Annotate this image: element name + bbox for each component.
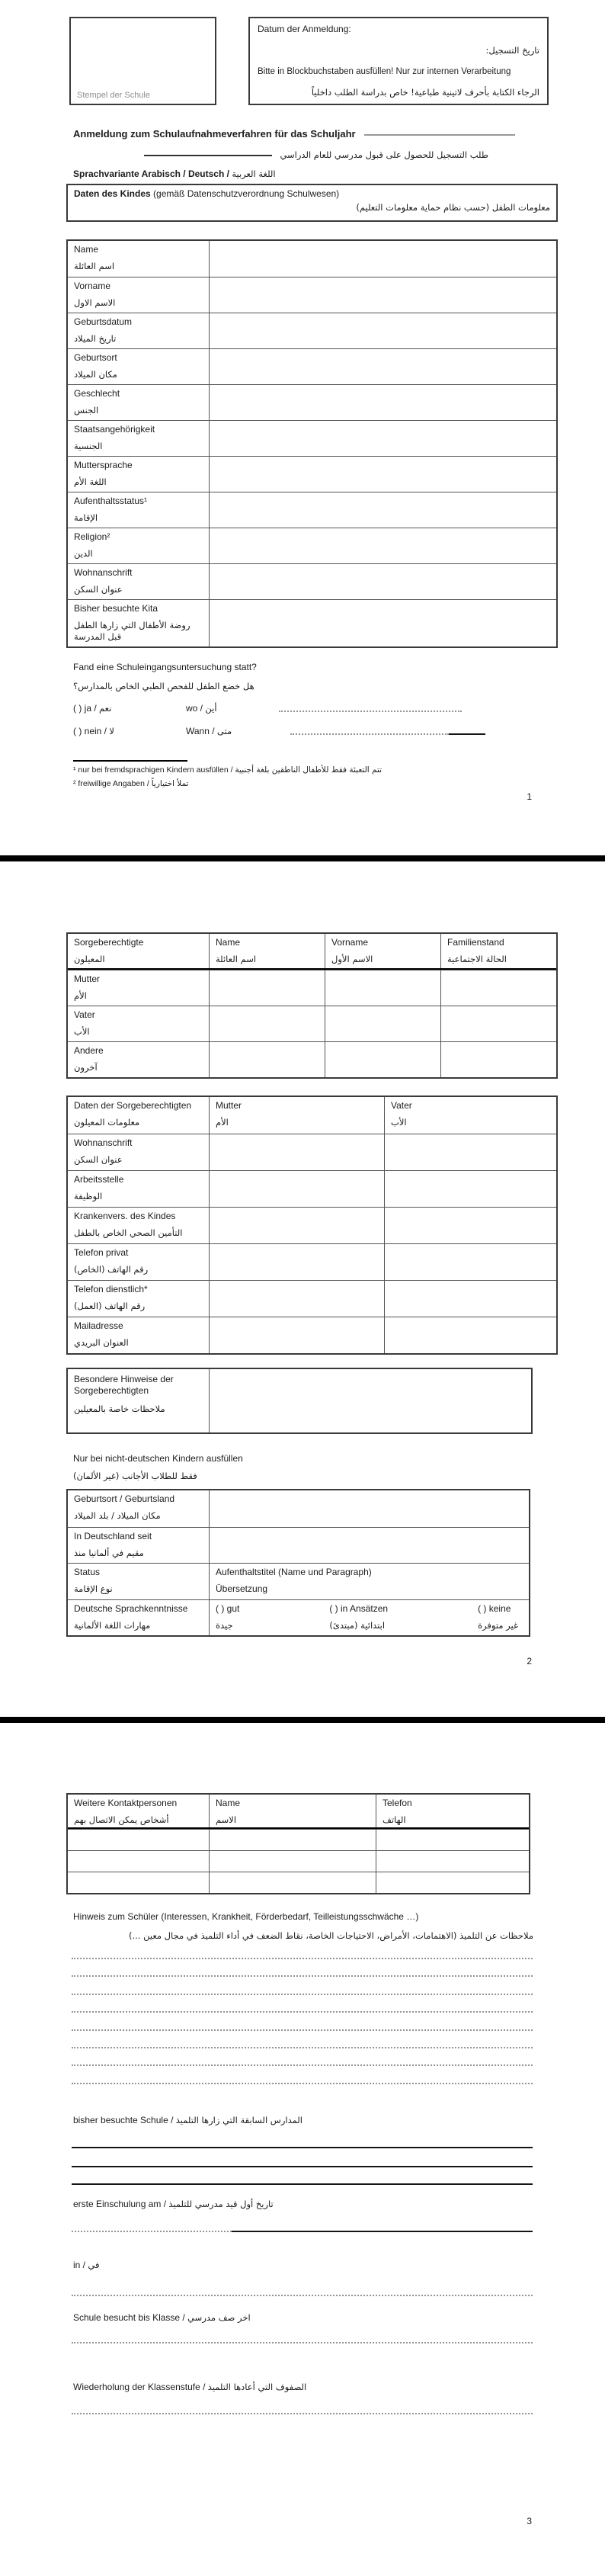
write-line-solid: [72, 2147, 533, 2148]
field-value-cell: [210, 600, 556, 646]
field-label-de: Aufenthaltsstatus¹: [74, 496, 148, 506]
form-title-text-ar: طلب التسجيل للحصول على قبول مدرسي للعام الدراسي: [280, 149, 488, 160]
foreign-data-table: [66, 1489, 530, 1637]
repeat-class-label: Wiederholung der Klassenstufe / الصفوف التي أعادها التلميذ: [73, 2382, 307, 2392]
footnote-1: ¹ nur bei fremdsprachigen Kindern ausfüllen / تتم التعبئة فقط للأطفال الناطقين بلغة أجنبية: [73, 765, 383, 775]
field-label-de: Geburtsdatum: [74, 316, 133, 327]
field-label-ar: مقيم في ألمانيا منذ: [74, 1548, 144, 1558]
page-number: 3: [527, 2516, 532, 2526]
field-label-de: Geschlecht: [74, 388, 120, 399]
stamp-label: Stempel der Schule: [77, 91, 150, 100]
field-label-de: Religion²: [74, 531, 110, 542]
field-value-cell: [210, 1528, 529, 1563]
field-label-ar: روضة الأطفال التي زارها الطفل قبل المدرسة: [74, 620, 190, 642]
col-header-ar: أشخاص يمكن الاتصال بهم: [74, 1814, 169, 1825]
field-label-de: Mailadresse: [74, 1320, 123, 1331]
wann-label: Wann / متى: [186, 726, 232, 736]
field-label-de: Bisher besuchte Kita: [74, 603, 158, 614]
non-german-note-de: Nur bei nicht-deutschen Kindern ausfüllen: [73, 1453, 243, 1464]
checkbox-nein: ( ) nein / لا: [73, 726, 114, 736]
language-variant-ar: اللغة العربية: [232, 168, 276, 179]
table-header-row: [68, 1795, 529, 1829]
field-label-ar: اللغة الأم: [74, 476, 107, 487]
field-value-cell: [210, 1851, 376, 1872]
table-row: [68, 1006, 556, 1041]
table-row: [68, 1041, 556, 1077]
field-value-cell: [210, 385, 556, 420]
field-value-cell: [210, 457, 556, 492]
table-row: [68, 1599, 529, 1635]
field-value-cell: [441, 1042, 556, 1077]
page-number: 2: [527, 1656, 532, 1667]
table-row: [68, 492, 556, 528]
write-line: [72, 2295, 533, 2296]
first-enrollment-label: erste Einschulung am / تاريخ أول قيد مدرسي للتلميذ: [73, 2199, 274, 2209]
field-value-cell: [385, 1244, 556, 1280]
write-line: [72, 1994, 533, 1995]
field-value-cell: [210, 528, 556, 563]
field-value-cell: [325, 1042, 441, 1077]
non-german-note-ar: فقط للطلاب الأجانب (غير الألمان): [73, 1471, 197, 1481]
write-line-solid: [72, 2183, 533, 2185]
table-row: [68, 241, 556, 277]
write-line: [72, 2047, 533, 2048]
field-value-cell: [385, 1171, 556, 1207]
field-value-cell: [210, 277, 556, 313]
footnote-2: ² freiwillige Angaben / تملأ اختيارياً: [73, 779, 189, 788]
field-label-ar: الجنسية: [74, 441, 103, 451]
form-title-arabic: [73, 148, 488, 162]
table-row: [68, 1850, 529, 1872]
special-notes-box: [66, 1368, 533, 1434]
field-value-cell: [68, 1872, 210, 1893]
field-value-cell: [441, 970, 556, 1006]
table-header-row: [68, 934, 556, 970]
write-line: [72, 2029, 533, 2031]
form-title: [73, 128, 561, 140]
col-header-de: Name: [216, 937, 241, 948]
field-label-ar: التأمين الصحي الخاص بالطفل: [74, 1227, 183, 1238]
col-header-de: Familienstand: [447, 937, 504, 948]
field-value-cell: [210, 1171, 385, 1207]
col-header-ar: اسم العائلة: [216, 954, 257, 964]
col-header-de: Daten der Sorgeberechtigten: [74, 1100, 192, 1111]
language-skill-options: [210, 1600, 529, 1635]
field-value-cell: [441, 1006, 556, 1041]
field-label-ar: نوع الإقامة: [74, 1583, 113, 1594]
guardians-table: [66, 932, 558, 1079]
field-label-de: Mutter: [74, 974, 101, 984]
field-label-de: Krankenvers. des Kindes: [74, 1211, 176, 1221]
language-variant-de: Sprachvariante Arabisch / Deutsch /: [73, 168, 229, 179]
field-label-ar: اسم العائلة: [74, 261, 115, 271]
col-header-ar: معلومات المعيلون: [74, 1117, 140, 1128]
field-value-cell: [68, 1830, 210, 1850]
field-value-cell: [210, 492, 556, 528]
field-label-ar: الاسم الاول: [74, 297, 116, 308]
table-row: [68, 1134, 556, 1170]
wann-answer-line-tail: [449, 733, 485, 735]
col-header-de: Vorname: [331, 937, 369, 948]
child-data-header-de: [74, 188, 550, 200]
screening-answer-nein: [73, 726, 485, 737]
field-label-de: Staatsangehörigkeit: [74, 424, 155, 435]
field-value-cell: [210, 1490, 529, 1527]
field-value-cell: [376, 1872, 529, 1893]
field-value-cell: [210, 1006, 325, 1041]
table-row: [68, 1207, 556, 1243]
schuljahr-blank-line-ar: [144, 155, 272, 156]
language-skill-option: ( ) gut جيدة: [216, 1603, 240, 1631]
page-2: [0, 861, 605, 1717]
field-label-de: Arbeitsstelle: [74, 1174, 124, 1185]
write-line-solid: [232, 2231, 533, 2232]
col-header-de: Sorgeberechtigte: [74, 937, 144, 948]
field-label-de: In Deutschland seit: [74, 1531, 152, 1541]
field-value-cell: [325, 970, 441, 1006]
table-row: [68, 1527, 529, 1563]
col-header-ar: الاسم: [216, 1814, 237, 1825]
col-header-de: Weitere Kontaktpersonen: [74, 1798, 178, 1808]
field-value-cell: [210, 1244, 385, 1280]
field-value-cell: [68, 1851, 210, 1872]
col-header-de: Name: [216, 1798, 241, 1808]
screening-question-de: Fand eine Schuleingangsuntersuchung statt?: [73, 662, 257, 672]
field-label-de: Wohnanschrift: [74, 567, 133, 578]
guardian-details-table: [66, 1096, 558, 1355]
field-value-cell: [210, 1134, 385, 1170]
field-value-cell: [325, 1006, 441, 1041]
page-number: 1: [527, 791, 532, 802]
field-value-cell: [376, 1830, 529, 1850]
footnote-rule: [73, 760, 187, 762]
contacts-table: [66, 1793, 530, 1894]
page-3: [0, 1723, 605, 2576]
field-label-ar: الأب: [74, 1026, 90, 1037]
table-row: [68, 970, 556, 1006]
field-label-ar: الوظيفة: [74, 1191, 103, 1201]
write-line: [72, 2064, 533, 2066]
schuljahr-blank-line: [364, 134, 515, 136]
field-value-cell: [210, 313, 556, 348]
write-line: [72, 2083, 533, 2084]
screening-question-ar: هل خضع الطفل للفحص الطبي الخاص بالمدارس؟: [73, 681, 254, 691]
child-data-header-rest: (gemäß Datenschutzverordnung Schulwesen): [150, 188, 340, 199]
language-skill-option: ( ) keine غير متوفرة: [478, 1603, 518, 1631]
field-label-de: Status: [74, 1567, 101, 1577]
notes-label-de: Besondere Hinweise der Sorgeberechtigten: [74, 1374, 174, 1396]
table-row: [68, 1829, 529, 1850]
field-value-cell: [385, 1317, 556, 1353]
field-value-cell: [210, 1281, 385, 1317]
prev-school-label: bisher besuchte Schule / المدارس السابقة التي زارها التلميذ: [73, 2115, 302, 2125]
page-1: [0, 0, 605, 855]
field-label-de: Wohnanschrift: [74, 1137, 133, 1148]
field-label-ar: عنوان السكن: [74, 1154, 123, 1165]
table-row: [68, 1872, 529, 1893]
child-data-header-ar: معلومات الطفل (حسب نظام حماية معلومات التعليم): [356, 202, 550, 213]
col-header-ar: الحالة الاجتماعية: [447, 954, 507, 964]
table-row: [68, 1170, 556, 1207]
checkbox-ja: ( ) ja / نعم: [73, 703, 112, 714]
date-label-de: Datum der Anmeldung:: [258, 24, 351, 34]
field-label-de: Name: [74, 244, 99, 255]
field-label-de: Vater: [74, 1009, 95, 1020]
field-value-cell: [210, 970, 325, 1006]
col-header-ar: المعيلون: [74, 954, 105, 964]
field-label-ar: الأم: [74, 990, 87, 1001]
field-value-cell: [210, 241, 556, 277]
field-value-cell: [385, 1134, 556, 1170]
table-row: [68, 1280, 556, 1317]
field-label-ar: مكان الميلاد / بلد الميلاد: [74, 1510, 161, 1521]
write-line: [72, 2011, 533, 2013]
field-value-cell: [210, 1830, 376, 1850]
field-label-ar: مهارات اللغة الألمانية: [74, 1620, 151, 1631]
registration-date-box: [248, 17, 549, 105]
wann-answer-line: [290, 733, 449, 735]
table-row: [68, 277, 556, 313]
student-hint-ar: ملاحظات عن التلميذ (الاهتمامات، الأمراض، الاحتياجات الخاصة، نقاط الضعف في أداء التلميذ في مجال معين ...): [128, 1930, 533, 1941]
field-value-cell: [376, 1851, 529, 1872]
field-label-de: Geburtsort / Geburtsland: [74, 1493, 175, 1504]
table-row: [68, 1317, 556, 1353]
wo-answer-line: [279, 711, 462, 712]
page-separator-bar: [0, 855, 605, 861]
residence-title-label: Aufenthaltstitel (Name und Paragraph): [216, 1567, 372, 1577]
write-line: [72, 1958, 533, 1959]
language-variant: [73, 168, 276, 180]
field-value-cell: [210, 349, 556, 384]
field-label-de: Telefon dienstlich*: [74, 1284, 148, 1294]
field-value-cell: [210, 1042, 325, 1077]
school-stamp-box: [69, 17, 216, 105]
table-row: [68, 456, 556, 492]
table-row: [68, 348, 556, 384]
table-row: [68, 313, 556, 348]
field-value-cell: [210, 564, 556, 599]
page-separator-bar: [0, 1717, 605, 1723]
table-row: [68, 420, 556, 456]
instructions-ar: الرجاء الكتابة بأحرف لاتينية طباعية! خاص بدراسة الطلب داخلياً: [311, 87, 539, 98]
field-value-cell: [210, 1208, 385, 1243]
table-row: [68, 1243, 556, 1280]
student-hint-de: Hinweis zum Schüler (Interessen, Krankheit, Förderbedarf, Teilleistungsschwäche …): [73, 1911, 419, 1922]
col-header-ar: الأم: [216, 1117, 229, 1128]
table-row: [68, 599, 556, 646]
field-label-ar: آخرون: [74, 1062, 98, 1073]
notes-value-cell: [210, 1369, 531, 1432]
field-value-cell: [210, 421, 556, 456]
field-label-de: Deutsche Sprachkenntnisse: [74, 1603, 188, 1614]
field-label-ar: مكان الميلاد: [74, 369, 117, 380]
field-label-ar: تاريخ الميلاد: [74, 333, 117, 344]
field-label-ar: رقم الهاتف (الخاص): [74, 1264, 149, 1275]
field-label-ar: عنوان السكن: [74, 584, 123, 595]
wo-label: wo / أين: [186, 703, 217, 714]
write-line-solid: [72, 2166, 533, 2167]
col-header-ar: الاسم الأول: [331, 954, 373, 964]
notes-label-ar: ملاحظات خاصة بالمعيلين: [74, 1403, 165, 1414]
table-row: [68, 384, 556, 420]
field-label-ar: الجنس: [74, 405, 99, 415]
field-label-de: Geburtsort: [74, 352, 117, 363]
field-label-de: Andere: [74, 1045, 104, 1056]
table-row: [68, 1490, 529, 1527]
translation-label: Übersetzung: [216, 1583, 268, 1594]
field-value-cell: [385, 1281, 556, 1317]
write-line: [72, 2231, 232, 2232]
col-header-de: Mutter: [216, 1100, 242, 1111]
field-label-de: Vorname: [74, 281, 111, 291]
field-label-de: Telefon privat: [74, 1247, 129, 1258]
screening-answer-ja: [73, 703, 462, 714]
field-value-cell: [385, 1208, 556, 1243]
col-header-ar: الأب: [391, 1117, 407, 1128]
field-value-cell: [210, 1317, 385, 1353]
instructions-de: Bitte in Blockbuchstaben ausfüllen! Nur zur internen Verarbeitung: [258, 66, 511, 76]
write-line: [72, 2342, 533, 2343]
form-title-text: Anmeldung zum Schulaufnahmeverfahren für das Schuljahr: [73, 128, 356, 140]
col-header-de: Vater: [391, 1100, 412, 1111]
col-header-de: Telefon: [383, 1798, 412, 1808]
table-header-row: [68, 1097, 556, 1134]
field-label-de: Muttersprache: [74, 460, 133, 470]
in-label: in / في: [73, 2260, 100, 2270]
table-row: [68, 563, 556, 599]
table-row: [68, 1563, 529, 1599]
col-header-ar: الهاتف: [383, 1814, 406, 1825]
field-value-cell: [210, 1872, 376, 1893]
child-data-header-box: [66, 184, 558, 222]
language-skill-option: ( ) in Ansätzen ابتدائية (مبتدئ): [329, 1603, 389, 1631]
child-data-table: [66, 239, 558, 648]
date-label-ar: تاريخ التسجيل:: [485, 44, 539, 56]
field-label-ar: الإقامة: [74, 512, 98, 523]
field-label-ar: الدين: [74, 548, 93, 559]
field-label-ar: رقم الهاتف (العمل): [74, 1301, 146, 1311]
until-class-label: Schule besucht bis Klasse / اخر صف مدرسي: [73, 2312, 251, 2323]
table-row: [68, 528, 556, 563]
field-label-ar: العنوان البريدي: [74, 1337, 129, 1348]
write-line: [72, 2413, 533, 2414]
write-line: [72, 1975, 533, 1977]
child-data-header-bold: Daten des Kindes: [74, 188, 151, 199]
